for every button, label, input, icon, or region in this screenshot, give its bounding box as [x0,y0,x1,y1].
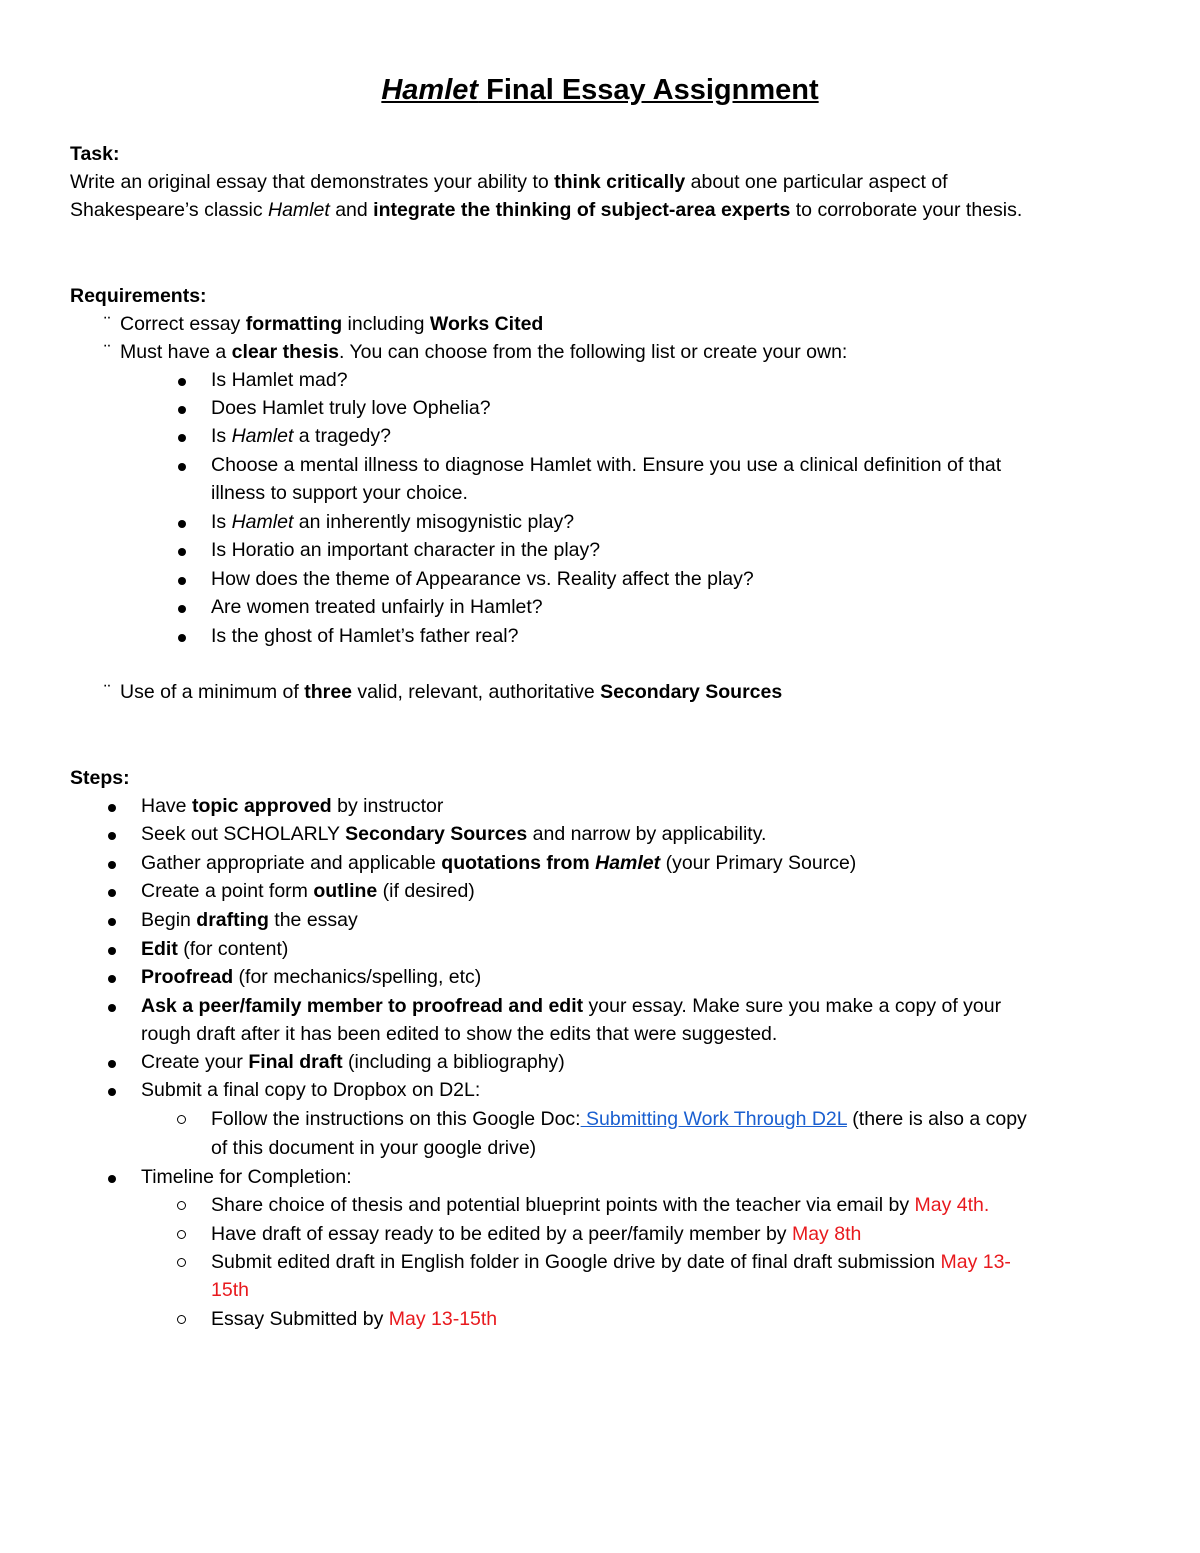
thesis-option: Are women treated unfairly in Hamlet? [211,596,543,618]
step-item: Begin drafting the essay [141,909,358,931]
thesis-option: Is Hamlet an inherently misogynistic play? [211,511,575,533]
step-item: Create your Final draft (including a bibliography) [141,1051,565,1073]
thesis-option: Does Hamlet truly love Ophelia? [211,397,491,419]
bullet-icon [178,634,186,642]
bullet-icon [108,1004,116,1012]
thesis-option: How does the theme of Appearance vs. Reality affect the play? [211,568,754,590]
bullet-icon [178,520,186,528]
step-item: Seek out SCHOLARLY Secondary Sources and narrow by applicability. [141,823,767,845]
thesis-option: Is Horatio an important character in the play? [211,539,601,561]
steps-heading: Steps: [70,767,130,789]
requirements-heading: Requirements: [70,285,207,307]
step-subitem: Follow the instructions on this Google Doc: Submitting Work Through D2L (there is also a copy [211,1108,1027,1130]
timeline-item: Submit edited draft in English folder in Google drive by date of final draft submission May 13- [211,1251,1011,1273]
bullet-icon [108,832,116,840]
bullet-icon [108,918,116,926]
step-item: Ask a peer/family member to proofread and edit your essay. Make sure you make a copy of your [141,995,1002,1017]
step-item: Have topic approved by instructor [141,795,444,817]
step-item: Create a point form outline (if desired) [141,880,475,902]
bullet-icon [108,1060,116,1068]
bullet-icon [108,861,116,869]
bullet-icon [108,804,116,812]
requirement-marker-icon: ¨ [104,313,111,335]
thesis-option-continued: illness to support your choice. [211,482,468,504]
step-item: Gather appropriate and applicable quotations from Hamlet (your Primary Source) [141,852,857,874]
requirement-item-sources: Use of a minimum of three valid, relevant, authoritative Secondary Sources [120,681,783,703]
step-subitem-continued: of this document in your google drive) [211,1137,537,1159]
bullet-icon [178,463,186,471]
requirement-item-formatting: Correct essay formatting including Works Cited [120,313,544,335]
bullet-icon [108,889,116,897]
circle-bullet-icon [177,1230,186,1239]
bullet-icon [178,577,186,585]
circle-bullet-icon [177,1201,186,1210]
circle-bullet-icon [177,1258,186,1267]
circle-bullet-icon [177,1315,186,1324]
requirement-marker-icon: ¨ [104,681,111,703]
thesis-option: Is Hamlet mad? [211,369,348,391]
bullet-icon [108,947,116,955]
timeline-item: Essay Submitted by May 13-15th [211,1308,498,1330]
bullet-icon [178,434,186,442]
timeline-item: Share choice of thesis and potential blueprint points with the teacher via email by May 4th. [211,1194,990,1216]
step-item-continued: rough draft after it has been edited to show the edits that were suggested. [141,1023,778,1045]
bullet-icon [108,1088,116,1096]
circle-bullet-icon [177,1115,186,1124]
requirement-marker-icon: ¨ [104,341,111,363]
page-title [0,72,1200,108]
bullet-icon [108,975,116,983]
task-heading: Task: [70,143,120,165]
thesis-option: Choose a mental illness to diagnose Hamlet with. Ensure you use a clinical definition of that [211,454,1002,476]
task-text-line-1: Write an original essay that demonstrates your ability to think critically about one particular aspect of [70,171,948,193]
step-item: Timeline for Completion: [141,1166,352,1188]
thesis-option: Is the ghost of Hamlet’s father real? [211,625,519,647]
title-play-name: Hamlet [381,74,479,106]
bullet-icon [178,378,186,386]
title-rest: Final Essay Assignment [478,74,819,106]
requirement-item-thesis: Must have a clear thesis. You can choose from the following list or create your own: [120,341,848,363]
bullet-icon [108,1175,116,1183]
thesis-option: Is Hamlet a tragedy? [211,425,391,447]
submitting-work-link[interactable]: Submitting Work Through D2L [580,1108,847,1130]
bullet-icon [178,605,186,613]
bullet-icon [178,406,186,414]
bullet-icon [178,548,186,556]
step-item: Submit a final copy to Dropbox on D2L: [141,1079,481,1101]
task-text-line-2: Shakespeare’s classic Hamlet and integrate the thinking of subject-area experts to corroborate your thesis. [70,199,1023,221]
step-item: Proofread (for mechanics/spelling, etc) [141,966,482,988]
timeline-item-continued: 15th [211,1279,249,1301]
step-item: Edit (for content) [141,938,289,960]
timeline-item: Have draft of essay ready to be edited by a peer/family member by May 8th [211,1223,862,1245]
